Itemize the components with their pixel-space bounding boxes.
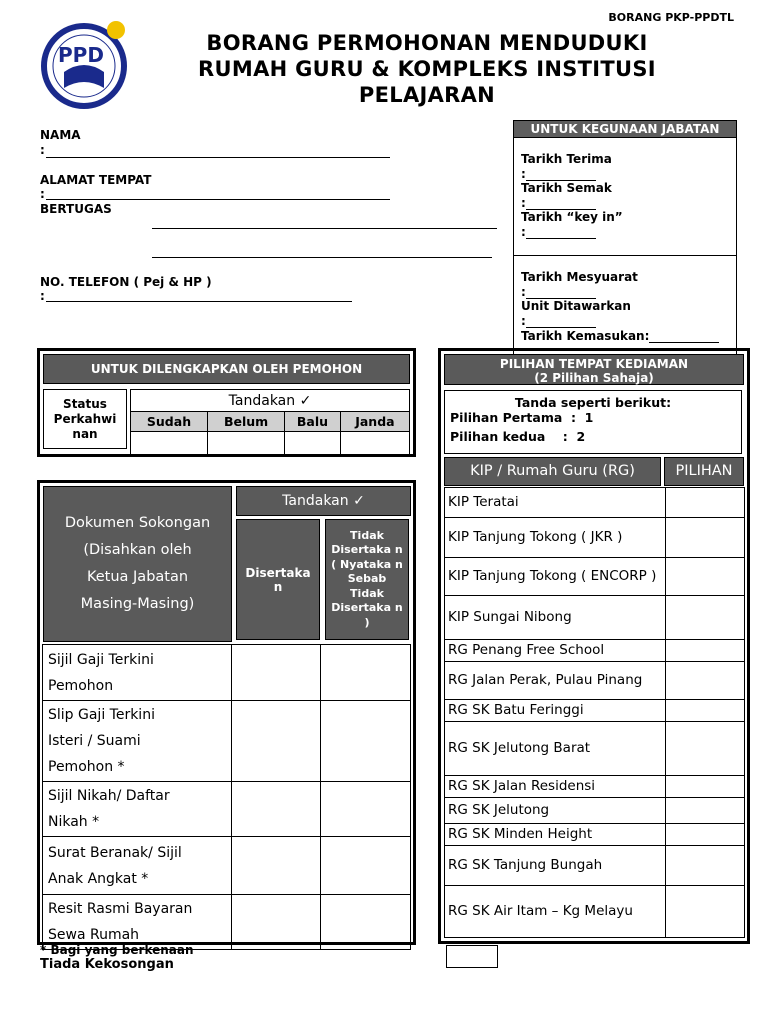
kip-name: RG SK Jalan Residensi [445, 776, 666, 798]
option-balu: Balu [285, 412, 341, 432]
alamat-field-3[interactable] [152, 257, 492, 258]
pilihan-instructions: Tanda seperti berikut: Pilihan Pertama : 1 Pilihan kedua : 2 [444, 390, 742, 454]
col-pilihan-header: PILIHAN [664, 457, 744, 486]
kip-pilihan-cell[interactable] [666, 662, 745, 700]
tarikh-kemasukan-field[interactable]: Tarikh Kemasukan: [521, 329, 719, 343]
kip-pilihan-cell[interactable] [666, 776, 745, 798]
pemohon-panel [37, 348, 416, 457]
doc-surat-beranak-tidak[interactable] [321, 837, 411, 895]
status-perkahwinan-label: Status Perkahwi nan [43, 389, 127, 449]
office-use-header: UNTUK KEGUNAAN JABATAN [514, 121, 736, 138]
doc-sijil-nikah-tidak[interactable] [321, 782, 411, 837]
tarikh-mesyuarat-field[interactable]: : [521, 285, 596, 299]
bertugas-label: BERTUGAS [40, 202, 112, 216]
doc-slip-gaji: Slip Gaji Terkini Isteri / Suami Pemohon * [43, 701, 232, 782]
title-line-3: PELAJARAN [358, 83, 496, 107]
checkbox-janda[interactable] [340, 432, 409, 455]
nama-colon: : [40, 143, 45, 157]
kip-name: RG SK Jelutong [445, 798, 666, 824]
tiada-kekosongan-label: Tiada Kekosongan [40, 957, 174, 972]
doc-surat-beranak: Surat Beranak/ Sijil Anak Angkat * [43, 837, 232, 895]
kip-row [445, 824, 745, 846]
kip-pilihan-cell[interactable] [666, 722, 745, 776]
documents-panel [37, 480, 416, 945]
checkbox-sudah[interactable] [131, 432, 208, 455]
logo-initials: PPD [58, 43, 104, 67]
doc-sijil-gaji-tidak[interactable] [321, 645, 411, 701]
documents-tandakan-header: Tandakan ✓ [236, 486, 411, 516]
tarikh-semak-field[interactable]: : [521, 196, 596, 210]
office-use-box [513, 120, 737, 360]
pilihan-panel [438, 348, 750, 944]
alamat-colon: : [40, 187, 45, 201]
kip-row [445, 776, 745, 798]
col-kip-header: KIP / Rumah Guru (RG) [444, 457, 661, 486]
doc-resit-sewa: Resit Rasmi Bayaran Sewa Rumah [43, 895, 232, 950]
doc-sijil-nikah-disertakan[interactable] [232, 782, 321, 837]
doc-sijil-nikah: Sijil Nikah/ Daftar Nikah * [43, 782, 232, 837]
option-belum: Belum [208, 412, 285, 432]
tarikh-key-in-field[interactable]: : [521, 225, 596, 239]
option-janda: Janda [340, 412, 409, 432]
ppd-logo [36, 14, 146, 110]
tarikh-key-in-label: Tarikh “key in” [521, 210, 623, 224]
col-tidak-disertakan: Tidak Disertaka n ( Nyataka n Sebab Tidak Disertaka n ) [325, 519, 409, 640]
telefon-field[interactable] [46, 301, 352, 302]
nama-label: NAMA [40, 128, 81, 142]
kip-name: RG SK Tanjung Bungah [445, 846, 666, 886]
alamat-field[interactable] [46, 199, 390, 200]
kip-pilihan-cell[interactable] [666, 700, 745, 722]
documents-title: Dokumen Sokongan (Disahkan oleh Ketua Jabatan Masing-Masing) [43, 486, 232, 642]
doc-surat-beranak-disertakan[interactable] [232, 837, 321, 895]
tarikh-mesyuarat-label: Tarikh Mesyuarat [521, 270, 638, 284]
footnote: * Bagi yang berkenaan [40, 943, 194, 957]
kip-row [445, 700, 745, 722]
kip-row [445, 798, 745, 824]
doc-slip-gaji-disertakan[interactable] [232, 701, 321, 782]
telefon-colon: : [40, 289, 45, 303]
kip-row [445, 886, 745, 938]
kip-name: KIP Sungai Nibong [445, 596, 666, 640]
kip-name: KIP Tanjung Tokong ( JKR ) [445, 518, 666, 558]
nama-field[interactable] [46, 157, 390, 158]
kip-name: KIP Teratai [445, 488, 666, 518]
title-line-1: BORANG PERMOHONAN MENDUDUKI [206, 31, 648, 55]
kip-row [445, 722, 745, 776]
kip-row [445, 662, 745, 700]
doc-sijil-gaji: Sijil Gaji Terkini Pemohon [43, 645, 232, 701]
form-title [168, 30, 686, 108]
tarikh-terima-label: Tarikh Terima [521, 152, 612, 166]
form-code: BORANG PKP-PPDTL [608, 11, 734, 24]
kip-pilihan-cell[interactable] [666, 488, 745, 518]
status-table [130, 389, 410, 455]
kip-name: RG SK Batu Feringgi [445, 700, 666, 722]
alamat-field-2[interactable] [152, 228, 497, 229]
office-divider [514, 255, 736, 256]
kip-pilihan-cell[interactable] [666, 886, 745, 938]
tiada-kekosongan-box[interactable] [446, 945, 498, 968]
kip-pilihan-cell[interactable] [666, 518, 745, 558]
telefon-label: NO. TELEFON ( Pej & HP ) [40, 275, 212, 289]
checkbox-belum[interactable] [208, 432, 285, 455]
kip-pilihan-cell[interactable] [666, 558, 745, 596]
tandakan-header: Tandakan ✓ [131, 390, 410, 412]
checkbox-balu[interactable] [285, 432, 341, 455]
kip-row [445, 518, 745, 558]
kip-table [444, 487, 745, 938]
title-line-2: RUMAH GURU & KOMPLEKS INSTITUSI [198, 57, 656, 81]
kip-name: RG Penang Free School [445, 640, 666, 662]
option-sudah: Sudah [131, 412, 208, 432]
kip-name: RG Jalan Perak, Pulau Pinang [445, 662, 666, 700]
pilihan-header: PILIHAN TEMPAT KEDIAMAN (2 Pilihan Sahaja) [444, 354, 744, 385]
tarikh-semak-label: Tarikh Semak [521, 181, 612, 195]
doc-sijil-gaji-disertakan[interactable] [232, 645, 321, 701]
kip-row [445, 846, 745, 886]
kip-name: KIP Tanjung Tokong ( ENCORP ) [445, 558, 666, 596]
unit-ditawarkan-field[interactable]: : [521, 314, 596, 328]
kip-name: RG SK Air Itam – Kg Melayu [445, 886, 666, 938]
kip-row [445, 558, 745, 596]
doc-resit-sewa-tidak[interactable] [321, 895, 411, 950]
kip-row [445, 596, 745, 640]
kip-row [445, 640, 745, 662]
kip-pilihan-cell[interactable] [666, 640, 745, 662]
alamat-label: ALAMAT TEMPAT [40, 173, 152, 187]
kip-pilihan-cell[interactable] [666, 824, 745, 846]
doc-resit-sewa-disertakan[interactable] [232, 895, 321, 950]
kip-row [445, 488, 745, 518]
tarikh-terima-field[interactable]: : [521, 167, 596, 181]
doc-slip-gaji-tidak[interactable] [321, 701, 411, 782]
kip-pilihan-cell[interactable] [666, 798, 745, 824]
unit-ditawarkan-label: Unit Ditawarkan [521, 299, 631, 313]
col-disertakan: Disertaka n [236, 519, 320, 640]
kip-pilihan-cell[interactable] [666, 846, 745, 886]
documents-table [42, 644, 411, 950]
pemohon-header: UNTUK DILENGKAPKAN OLEH PEMOHON [43, 354, 410, 384]
kip-name: RG SK Minden Height [445, 824, 666, 846]
kip-pilihan-cell[interactable] [666, 596, 745, 640]
kip-name: RG SK Jelutong Barat [445, 722, 666, 776]
